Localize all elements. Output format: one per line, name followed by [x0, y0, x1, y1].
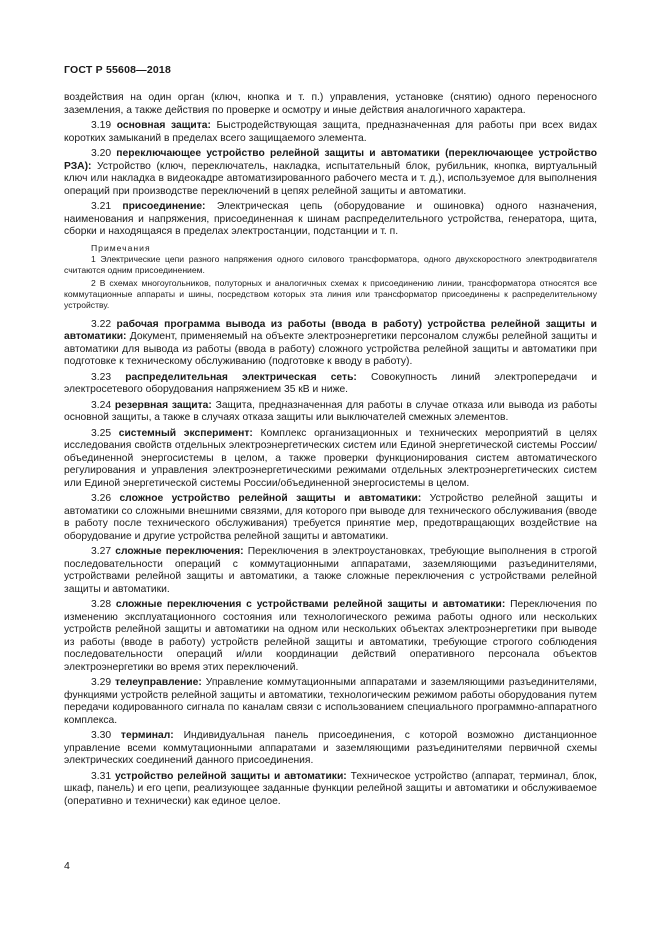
definition-term: резервная защита:	[114, 399, 212, 411]
definition-term: присоединение:	[122, 201, 206, 212]
definition-item	[64, 730, 597, 768]
definition-term: сложные переключения с устройствами релейной защиты и автоматики:	[115, 599, 506, 610]
definition-item	[64, 771, 597, 809]
definition-number: 3.26	[91, 493, 112, 504]
note-item: 2 В схемах многоугольников, полуторных и аналогичных схемах к присоединению линии, трансформатора относятся все коммутационные аппараты и шины, посредством которых эта линия или трансформатор присоединены к распределительному устройству.	[64, 277, 597, 310]
definition-number: 3.31	[91, 770, 112, 782]
definition-text: Защита, предназначенная для работы в случае отказа или вывода из работы основной защиты, а также в случаях отказа защиты или выключателей смежных элементов.	[64, 399, 597, 423]
definition-term: терминал:	[120, 730, 174, 741]
definition-item	[64, 372, 597, 397]
notes-title: Примечания	[91, 242, 151, 253]
definition-text: Совокупность линий электропередачи и электросетевого оборудования напряжением 35 кВ и ниже.	[64, 371, 597, 395]
definition-term: рабочая программа вывода из работы (ввода в работу) устройства релейной защиты и автоматики:	[64, 318, 597, 342]
notes-list	[64, 254, 597, 311]
definition-term: сложное устройство релейной защиты и автоматики:	[119, 493, 422, 504]
definition-item	[64, 120, 597, 145]
definition-text: Переключения по изменению эксплуатационного состояния или технологического режима работы одного или нескольких устройств релейной защиты и автоматики на одном или нескольких объектах электроэнергетики при выводе из работы (вводе в работу) устройств релейной защиты и автоматики, требующие строгого соблюдения последовательности операций и/или координации действий оперативного персонала объектов электроэнергетики во время этих переключений.	[64, 599, 597, 673]
definition-text: Документ, применяемый на объекте электроэнергетики персоналом службы релейной защиты и автоматики для вывода из работы (ввода в работу) сложного устройства релейной защиты и автоматики при подготовке к техническому обслуживанию (подготовке к вводу в работу).	[64, 331, 597, 367]
continuation-paragraph: воздействия на один орган (ключ, кнопка и т. п.) управления, установке (снятию) одного переносного заземления, а также действия по проверке и осмотру и иные действия аналогичного характера.	[64, 92, 597, 116]
definition-number: 3.28	[91, 599, 112, 610]
definition-number: 3.25	[91, 427, 112, 439]
definition-text: Индивидуальная панель присоединения, с которой возможно дистанционное управление всеми коммутационными аппаратами и заземляющими разъединителями первичной схемы электрических соединений данного присоединения.	[64, 730, 597, 766]
definition-term: переключающее устройство релейной защиты и автоматики (переключающее устройство РЗА):	[64, 148, 597, 172]
note-item: 1 Электрические цепи разного напряжения одного силового трансформатора, одного двухскоростного электродвигателя считаются одним присоединением.	[64, 253, 597, 275]
page-number: 4	[64, 860, 70, 872]
definitions-list-1	[64, 120, 597, 239]
definition-number: 3.30	[91, 730, 112, 741]
definition-item	[64, 546, 597, 596]
definition-number: 3.29	[91, 677, 112, 688]
definition-item	[64, 400, 597, 425]
definition-text: Устройство (ключ, переключатель, накладка, испытательный блок, рубильник, кнопка, виртуальный ключ или накладка в видеокадре автоматизированного рабочего места и т. д.), используемое для выполнения операций при производстве переключений в цепях релейной защиты и автоматики.	[64, 160, 597, 197]
definition-term: сложные переключения:	[115, 546, 244, 557]
definition-item	[64, 201, 597, 239]
definition-text: Переключения в электроустановках, требующие выполнения в строгой последовательности операций с коммутационными аппаратами, заземляющими разъединителями, устройствами релейной защиты и автоматики, а также сложные переключения с устройствами релейной защиты и автоматики.	[64, 546, 598, 595]
definition-term: устройство релейной защиты и автоматики:	[114, 770, 347, 782]
definition-text: Электрическая цепь (оборудование и ошиновка) одного назначения, наименования и напряжения, присоединенная к шинам распределительного устройства, генератора, щита, сборки и находящаяся в пределах электростанции, подстанции и т. п.	[64, 201, 597, 237]
definition-item	[64, 493, 597, 543]
definition-number: 3.24	[91, 399, 112, 411]
definition-item	[64, 319, 597, 369]
definition-item	[64, 148, 597, 198]
definition-item	[64, 428, 597, 491]
definition-text: Быстродействующая защита, предназначенная для работы при всех видах коротких замыканий в пределах всего защищаемого элемента.	[64, 120, 597, 144]
definition-text: Устройство релейной защиты и автоматики со сложными внешними связями, для которого при выводе для технического обслуживания (вводе в работу после технического обслуживания) требуется принятие мер, предотвращающих воздействие на оборудование и другие устройства релейной защиты и автоматики.	[64, 493, 597, 542]
definition-term: системный эксперимент:	[118, 427, 253, 439]
definition-term: основная защита:	[116, 120, 211, 131]
definition-number: 3.22	[91, 318, 112, 330]
definition-number: 3.19	[91, 120, 112, 131]
definition-number: 3.21	[91, 201, 112, 212]
definition-text: Комплекс организационных и технических мероприятий в целях исследования свойств отдельных электроэнергетических систем или Единой энергетической системы России/объединенной энергосистемы в целом, а также проверки функционирования систем автоматического регулирования и управления электроэнергетическими режимами отдельных электроэнергетических систем или Единой энергетической системы России/объединенной энергосистемы в целом.	[64, 427, 597, 489]
definition-item	[64, 677, 597, 727]
definitions-list-2	[64, 319, 597, 809]
definition-text: Техническое устройство (аппарат, терминал, блок, шкаф, панель) и его цепи, реализующее заданные функции релейной защиты и автоматики и обслуживаемое (оперативно и технически) как единое целое.	[64, 770, 597, 807]
document-body	[64, 92, 597, 811]
definition-number: 3.20	[91, 148, 112, 159]
definition-number: 3.27	[91, 546, 112, 557]
definition-number: 3.23	[91, 371, 112, 383]
definition-term: распределительная электрическая сеть:	[125, 371, 357, 383]
definition-term: телеуправление:	[115, 677, 202, 688]
definition-item	[64, 599, 597, 674]
document-header: ГОСТ Р 55608—2018	[64, 64, 172, 76]
definition-text: Управление коммутационными аппаратами и заземляющими разъединителями, функциями устройств релейной защиты и автоматики, технологическим режимом работы оборудования путем передачи кодированного сигнала по каналам связи с использованием специального программно-аппаратного комплекса.	[64, 677, 597, 726]
